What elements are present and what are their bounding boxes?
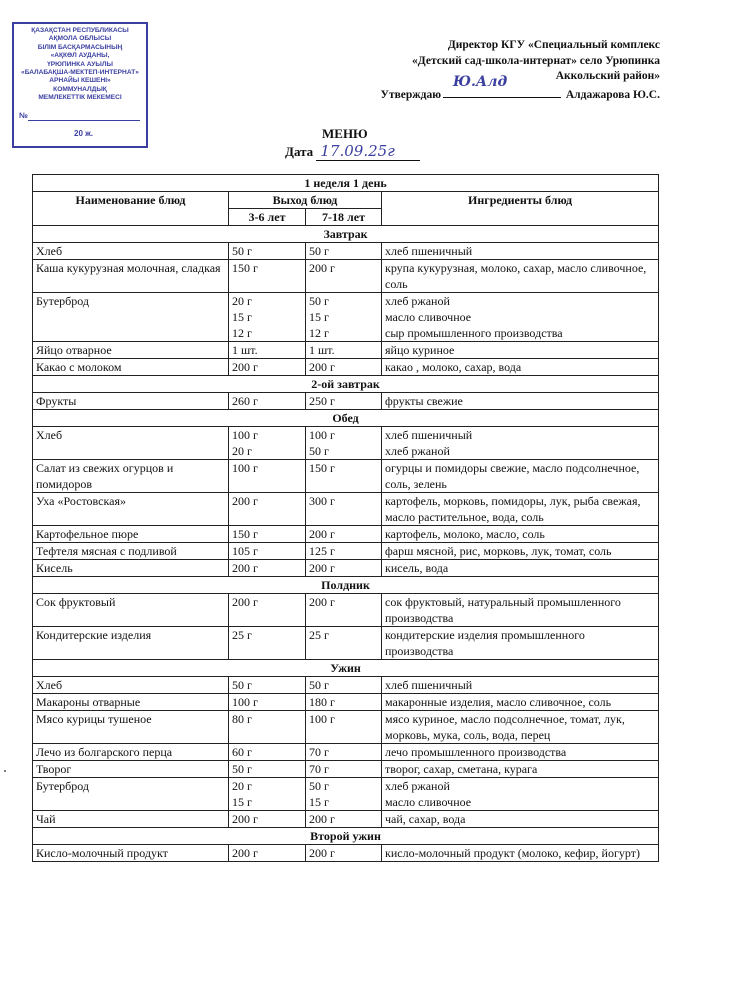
dish-name: Кондитерские изделия <box>33 627 229 660</box>
ingredients: сыр промышленного производства <box>385 326 563 340</box>
table-row <box>33 427 659 460</box>
yield-3-6: 200 г <box>232 360 258 374</box>
yield-3-6-cell <box>229 761 306 778</box>
yield-7-18: 100 г <box>309 712 335 726</box>
dish-name: Бутерброд <box>33 293 229 342</box>
table-row <box>33 493 659 526</box>
yield-3-6-cell <box>229 711 306 744</box>
yield-7-18-cell <box>306 493 382 526</box>
yield-3-6-cell <box>229 677 306 694</box>
ingredients: фарш мясной, рис, морковь, лук, томат, соль <box>385 544 612 558</box>
stamp-line: АҚМОЛА ОБЛЫСЫ <box>48 35 112 43</box>
yield-3-6-cell <box>229 293 306 342</box>
yield-7-18: 15 г <box>309 310 329 324</box>
table-row <box>33 293 659 342</box>
table-row <box>33 260 659 293</box>
ingredients-cell <box>382 761 659 778</box>
meal-section-row <box>33 660 659 677</box>
yield-7-18: 200 г <box>309 561 335 575</box>
meal-section-title: 2-ой завтрак <box>33 376 659 393</box>
yield-7-18-cell <box>306 811 382 828</box>
yield-3-6-cell <box>229 543 306 560</box>
approval-line-2: «Детский сад-школа-интернат» село Урюпинка <box>412 54 660 67</box>
yield-7-18-cell <box>306 543 382 560</box>
yield-3-6-cell <box>229 427 306 460</box>
yield-3-6: 105 г <box>232 544 258 558</box>
yield-7-18: 25 г <box>309 628 329 642</box>
ingredients: сок фруктовый, натуральный промышленного производства <box>385 595 621 625</box>
ingredients: крупа кукурузная, молоко, сахар, масло сливочное, соль <box>385 261 647 291</box>
yield-7-18-cell <box>306 260 382 293</box>
table-row <box>33 560 659 577</box>
table-row <box>33 677 659 694</box>
stamp-line: ҚАЗАҚСТАН РЕСПУБЛИКАСЫ <box>31 27 129 34</box>
yield-3-6-cell <box>229 460 306 493</box>
ingredients-cell <box>382 260 659 293</box>
yield-3-6: 20 г <box>232 294 252 308</box>
dish-name: Хлеб <box>33 243 229 260</box>
ingredients: фрукты свежие <box>385 394 463 408</box>
menu-table <box>32 174 659 862</box>
official-stamp <box>12 22 148 148</box>
yield-7-18-cell <box>306 677 382 694</box>
dish-name: Уха «Ростовская» <box>33 493 229 526</box>
ingredients: картофель, молоко, масло, соль <box>385 527 545 541</box>
stamp-number-label: № <box>19 111 28 120</box>
stamp-line: МЕМЛЕКЕТТІК МЕКЕМЕСІ <box>38 94 122 102</box>
table-row <box>33 744 659 761</box>
ingredients-cell <box>382 293 659 342</box>
yield-3-6-cell <box>229 744 306 761</box>
yield-7-18: 50 г <box>309 244 329 258</box>
column-header-yield: Выход блюд <box>229 192 382 209</box>
dish-name: Каша кукурузная молочная, сладкая <box>33 260 229 293</box>
dish-name: Сок фруктовый <box>33 594 229 627</box>
table-row <box>33 845 659 862</box>
signature: Ю.Алд <box>453 73 508 90</box>
ingredients-cell <box>382 427 659 460</box>
column-header-ingredients: Ингредиенты блюд <box>382 192 659 226</box>
yield-7-18: 12 г <box>309 326 329 340</box>
yield-3-6: 15 г <box>232 795 252 809</box>
ingredients: масло сливочное <box>385 310 472 324</box>
table-row <box>33 811 659 828</box>
dish-name: Хлеб <box>33 677 229 694</box>
yield-7-18-cell <box>306 460 382 493</box>
ingredients: масло сливочное <box>385 795 472 809</box>
meal-section-row <box>33 828 659 845</box>
approval-line-3: Аккольский район» <box>555 70 660 82</box>
ingredients: хлеб ржаной <box>385 444 450 458</box>
yield-7-18: 180 г <box>309 695 335 709</box>
ingredients-cell <box>382 677 659 694</box>
yield-3-6-cell <box>229 393 306 410</box>
ingredients: кисель, вода <box>385 561 449 575</box>
table-row <box>33 342 659 359</box>
yield-7-18: 50 г <box>309 294 329 308</box>
yield-7-18-cell <box>306 778 382 811</box>
stamp-date-suffix: 20 ж. <box>74 129 94 138</box>
column-header-age-3-6: 3-6 лет <box>229 209 306 226</box>
ingredients: хлеб пшеничный <box>385 428 473 442</box>
ingredients-cell <box>382 460 659 493</box>
yield-3-6: 100 г <box>232 461 258 475</box>
stamp-number-line <box>28 120 140 121</box>
ingredients: какао , молоко, сахар, вода <box>385 360 522 374</box>
stamp-line: ҮРЮПИНКА АУЫЛЫ <box>47 60 113 68</box>
dish-name: Лечо из болгарского перца <box>33 744 229 761</box>
ingredients-cell <box>382 543 659 560</box>
ingredients-cell <box>382 243 659 260</box>
yield-7-18: 200 г <box>309 595 335 609</box>
dish-name: Фрукты <box>33 393 229 410</box>
ingredients: хлеб ржаной <box>385 294 450 308</box>
dish-name: Творог <box>33 761 229 778</box>
yield-7-18-cell <box>306 342 382 359</box>
yield-7-18: 300 г <box>309 494 335 508</box>
ingredients: творог, сахар, сметана, курага <box>385 762 538 776</box>
yield-7-18: 250 г <box>309 394 335 408</box>
yield-3-6-cell <box>229 560 306 577</box>
yield-7-18-cell <box>306 744 382 761</box>
yield-7-18: 125 г <box>309 544 335 558</box>
approval-block <box>381 38 661 103</box>
ingredients-cell <box>382 744 659 761</box>
dish-name: Макароны отварные <box>33 694 229 711</box>
table-row <box>33 543 659 560</box>
table-row <box>33 359 659 376</box>
ingredients-cell <box>382 359 659 376</box>
dish-name: Чай <box>33 811 229 828</box>
yield-3-6-cell <box>229 778 306 811</box>
dish-name: Хлеб <box>33 427 229 460</box>
date-value: 17.09.25г <box>316 142 420 161</box>
yield-3-6: 60 г <box>232 745 252 759</box>
yield-7-18: 200 г <box>309 527 335 541</box>
yield-3-6: 15 г <box>232 310 252 324</box>
yield-3-6: 150 г <box>232 261 258 275</box>
ingredients-cell <box>382 526 659 543</box>
ingredients-cell <box>382 778 659 811</box>
dish-name: Какао с молоком <box>33 359 229 376</box>
date-row <box>285 142 420 161</box>
stamp-line: КОММУНАЛДЫҚ <box>53 85 107 93</box>
table-row <box>33 627 659 660</box>
ingredients-cell <box>382 811 659 828</box>
yield-3-6-cell <box>229 342 306 359</box>
yield-3-6: 200 г <box>232 595 258 609</box>
yield-3-6-cell <box>229 694 306 711</box>
yield-3-6: 200 г <box>232 561 258 575</box>
yield-7-18-cell <box>306 243 382 260</box>
yield-3-6: 50 г <box>232 762 252 776</box>
yield-7-18: 50 г <box>309 779 329 793</box>
table-row <box>33 761 659 778</box>
yield-7-18: 70 г <box>309 745 329 759</box>
table-row <box>33 393 659 410</box>
scan-speck <box>4 770 6 772</box>
yield-3-6-cell <box>229 627 306 660</box>
approval-line-1: Директор КГУ «Специальный комплекс <box>447 39 660 51</box>
dish-name: Кисель <box>33 560 229 577</box>
table-row <box>33 694 659 711</box>
yield-7-18: 150 г <box>309 461 335 475</box>
ingredients: кисло-молочный продукт (молоко, кефир, йогурт) <box>385 846 640 860</box>
ingredients: яйцо куриное <box>385 343 455 357</box>
meal-section-title: Завтрак <box>33 226 659 243</box>
table-row <box>33 778 659 811</box>
ingredients-cell <box>382 594 659 627</box>
yield-7-18: 200 г <box>309 846 335 860</box>
yield-7-18: 200 г <box>309 360 335 374</box>
meal-section-title: Второй ужин <box>33 828 659 845</box>
column-header-dish: Наименование блюд <box>33 192 229 226</box>
ingredients-cell <box>382 342 659 359</box>
yield-3-6: 50 г <box>232 678 252 692</box>
yield-3-6-cell <box>229 260 306 293</box>
date-label: Дата <box>285 144 314 159</box>
ingredients: хлеб пшеничный <box>385 244 473 258</box>
ingredients-cell <box>382 711 659 744</box>
dish-name: Тефтеля мясная с подливой <box>33 543 229 560</box>
signature-line <box>443 73 561 98</box>
ingredients: макаронные изделия, масло сливочное, соль <box>385 695 612 709</box>
ingredients: лечо промышленного производства <box>385 745 567 759</box>
yield-7-18-cell <box>306 560 382 577</box>
stamp-line: «БАЛАБАҚША-МЕКТЕП-ИНТЕРНАТ» <box>21 69 139 77</box>
director-name: Алдажарова Ю.С. <box>565 88 660 101</box>
yield-7-18-cell <box>306 393 382 410</box>
table-row <box>33 460 659 493</box>
yield-3-6: 50 г <box>232 244 252 258</box>
yield-3-6: 200 г <box>232 494 258 508</box>
yield-7-18: 15 г <box>309 795 329 809</box>
stamp-line: АРНАЙЫ КЕШЕНІ» <box>49 77 111 85</box>
dish-name: Яйцо отварное <box>33 342 229 359</box>
dish-name: Картофельное пюре <box>33 526 229 543</box>
table-row <box>33 594 659 627</box>
page-title: МЕНЮ <box>322 126 368 141</box>
dish-name: Кисло-молочный продукт <box>33 845 229 862</box>
yield-7-18-cell <box>306 761 382 778</box>
yield-7-18: 200 г <box>309 812 335 826</box>
yield-7-18: 100 г <box>309 428 335 442</box>
meal-section-title: Обед <box>33 410 659 427</box>
yield-3-6-cell <box>229 493 306 526</box>
yield-7-18-cell <box>306 359 382 376</box>
table-row <box>33 711 659 744</box>
meal-section-row <box>33 410 659 427</box>
dish-name: Мясо курицы тушеное <box>33 711 229 744</box>
stamp-line: «АҚКӨЛ АУДАНЫ, <box>50 52 110 60</box>
yield-3-6-cell <box>229 811 306 828</box>
yield-3-6: 25 г <box>232 628 252 642</box>
yield-7-18: 1 шт. <box>309 343 335 357</box>
yield-3-6: 12 г <box>232 326 252 340</box>
ingredients: кондитерские изделия промышленного производства <box>385 628 585 658</box>
yield-3-6: 260 г <box>232 394 258 408</box>
yield-7-18: 200 г <box>309 261 335 275</box>
meal-section-row <box>33 226 659 243</box>
ingredients-cell <box>382 694 659 711</box>
yield-3-6: 20 г <box>232 779 252 793</box>
yield-3-6-cell <box>229 359 306 376</box>
ingredients-cell <box>382 845 659 862</box>
ingredients-cell <box>382 493 659 526</box>
ingredients: огурцы и помидоры свежие, масло подсолнечное, соль, зелень <box>385 461 640 491</box>
yield-3-6-cell <box>229 243 306 260</box>
yield-3-6: 100 г <box>232 695 258 709</box>
column-header-age-7-18: 7-18 лет <box>306 209 382 226</box>
yield-7-18-cell <box>306 594 382 627</box>
yield-7-18-cell <box>306 711 382 744</box>
yield-3-6: 200 г <box>232 846 258 860</box>
yield-7-18: 50 г <box>309 444 329 458</box>
week-day-header: 1 неделя 1 день <box>33 175 659 192</box>
stamp-line: БІЛІМ БАСҚАРМАСЫНЫҢ <box>37 43 123 51</box>
yield-7-18: 70 г <box>309 762 329 776</box>
dish-name: Бутерброд <box>33 778 229 811</box>
yield-3-6: 100 г <box>232 428 258 442</box>
ingredients: мясо куриное, масло подсолнечное, томат, лук, морковь, мука, соль, вода, перец <box>385 712 625 742</box>
yield-3-6: 20 г <box>232 444 252 458</box>
yield-7-18: 50 г <box>309 678 329 692</box>
table-row <box>33 526 659 543</box>
meal-section-row <box>33 376 659 393</box>
yield-3-6: 150 г <box>232 527 258 541</box>
ingredients: чай, сахар, вода <box>385 812 466 826</box>
ingredients-cell <box>382 393 659 410</box>
ingredients-cell <box>382 560 659 577</box>
table-row <box>33 243 659 260</box>
yield-3-6: 200 г <box>232 812 258 826</box>
yield-7-18-cell <box>306 845 382 862</box>
yield-7-18-cell <box>306 526 382 543</box>
stamp-text <box>14 27 146 103</box>
meal-section-title: Полдник <box>33 577 659 594</box>
meal-section-title: Ужин <box>33 660 659 677</box>
meal-section-row <box>33 577 659 594</box>
yield-7-18-cell <box>306 627 382 660</box>
dish-name: Салат из свежих огурцов и помидоров <box>33 460 229 493</box>
yield-7-18-cell <box>306 293 382 342</box>
yield-3-6-cell <box>229 594 306 627</box>
yield-7-18-cell <box>306 694 382 711</box>
yield-3-6: 1 шт. <box>232 343 258 357</box>
yield-3-6: 80 г <box>232 712 252 726</box>
yield-7-18-cell <box>306 427 382 460</box>
ingredients-cell <box>382 627 659 660</box>
yield-3-6-cell <box>229 526 306 543</box>
approve-label: Утверждаю <box>380 88 441 101</box>
ingredients: хлеб пшеничный <box>385 678 473 692</box>
ingredients: картофель, морковь, помидоры, лук, рыба свежая, масло растительное, вода, соль <box>385 494 641 524</box>
ingredients: хлеб ржаной <box>385 779 450 793</box>
yield-3-6-cell <box>229 845 306 862</box>
menu-table-body <box>33 226 659 862</box>
